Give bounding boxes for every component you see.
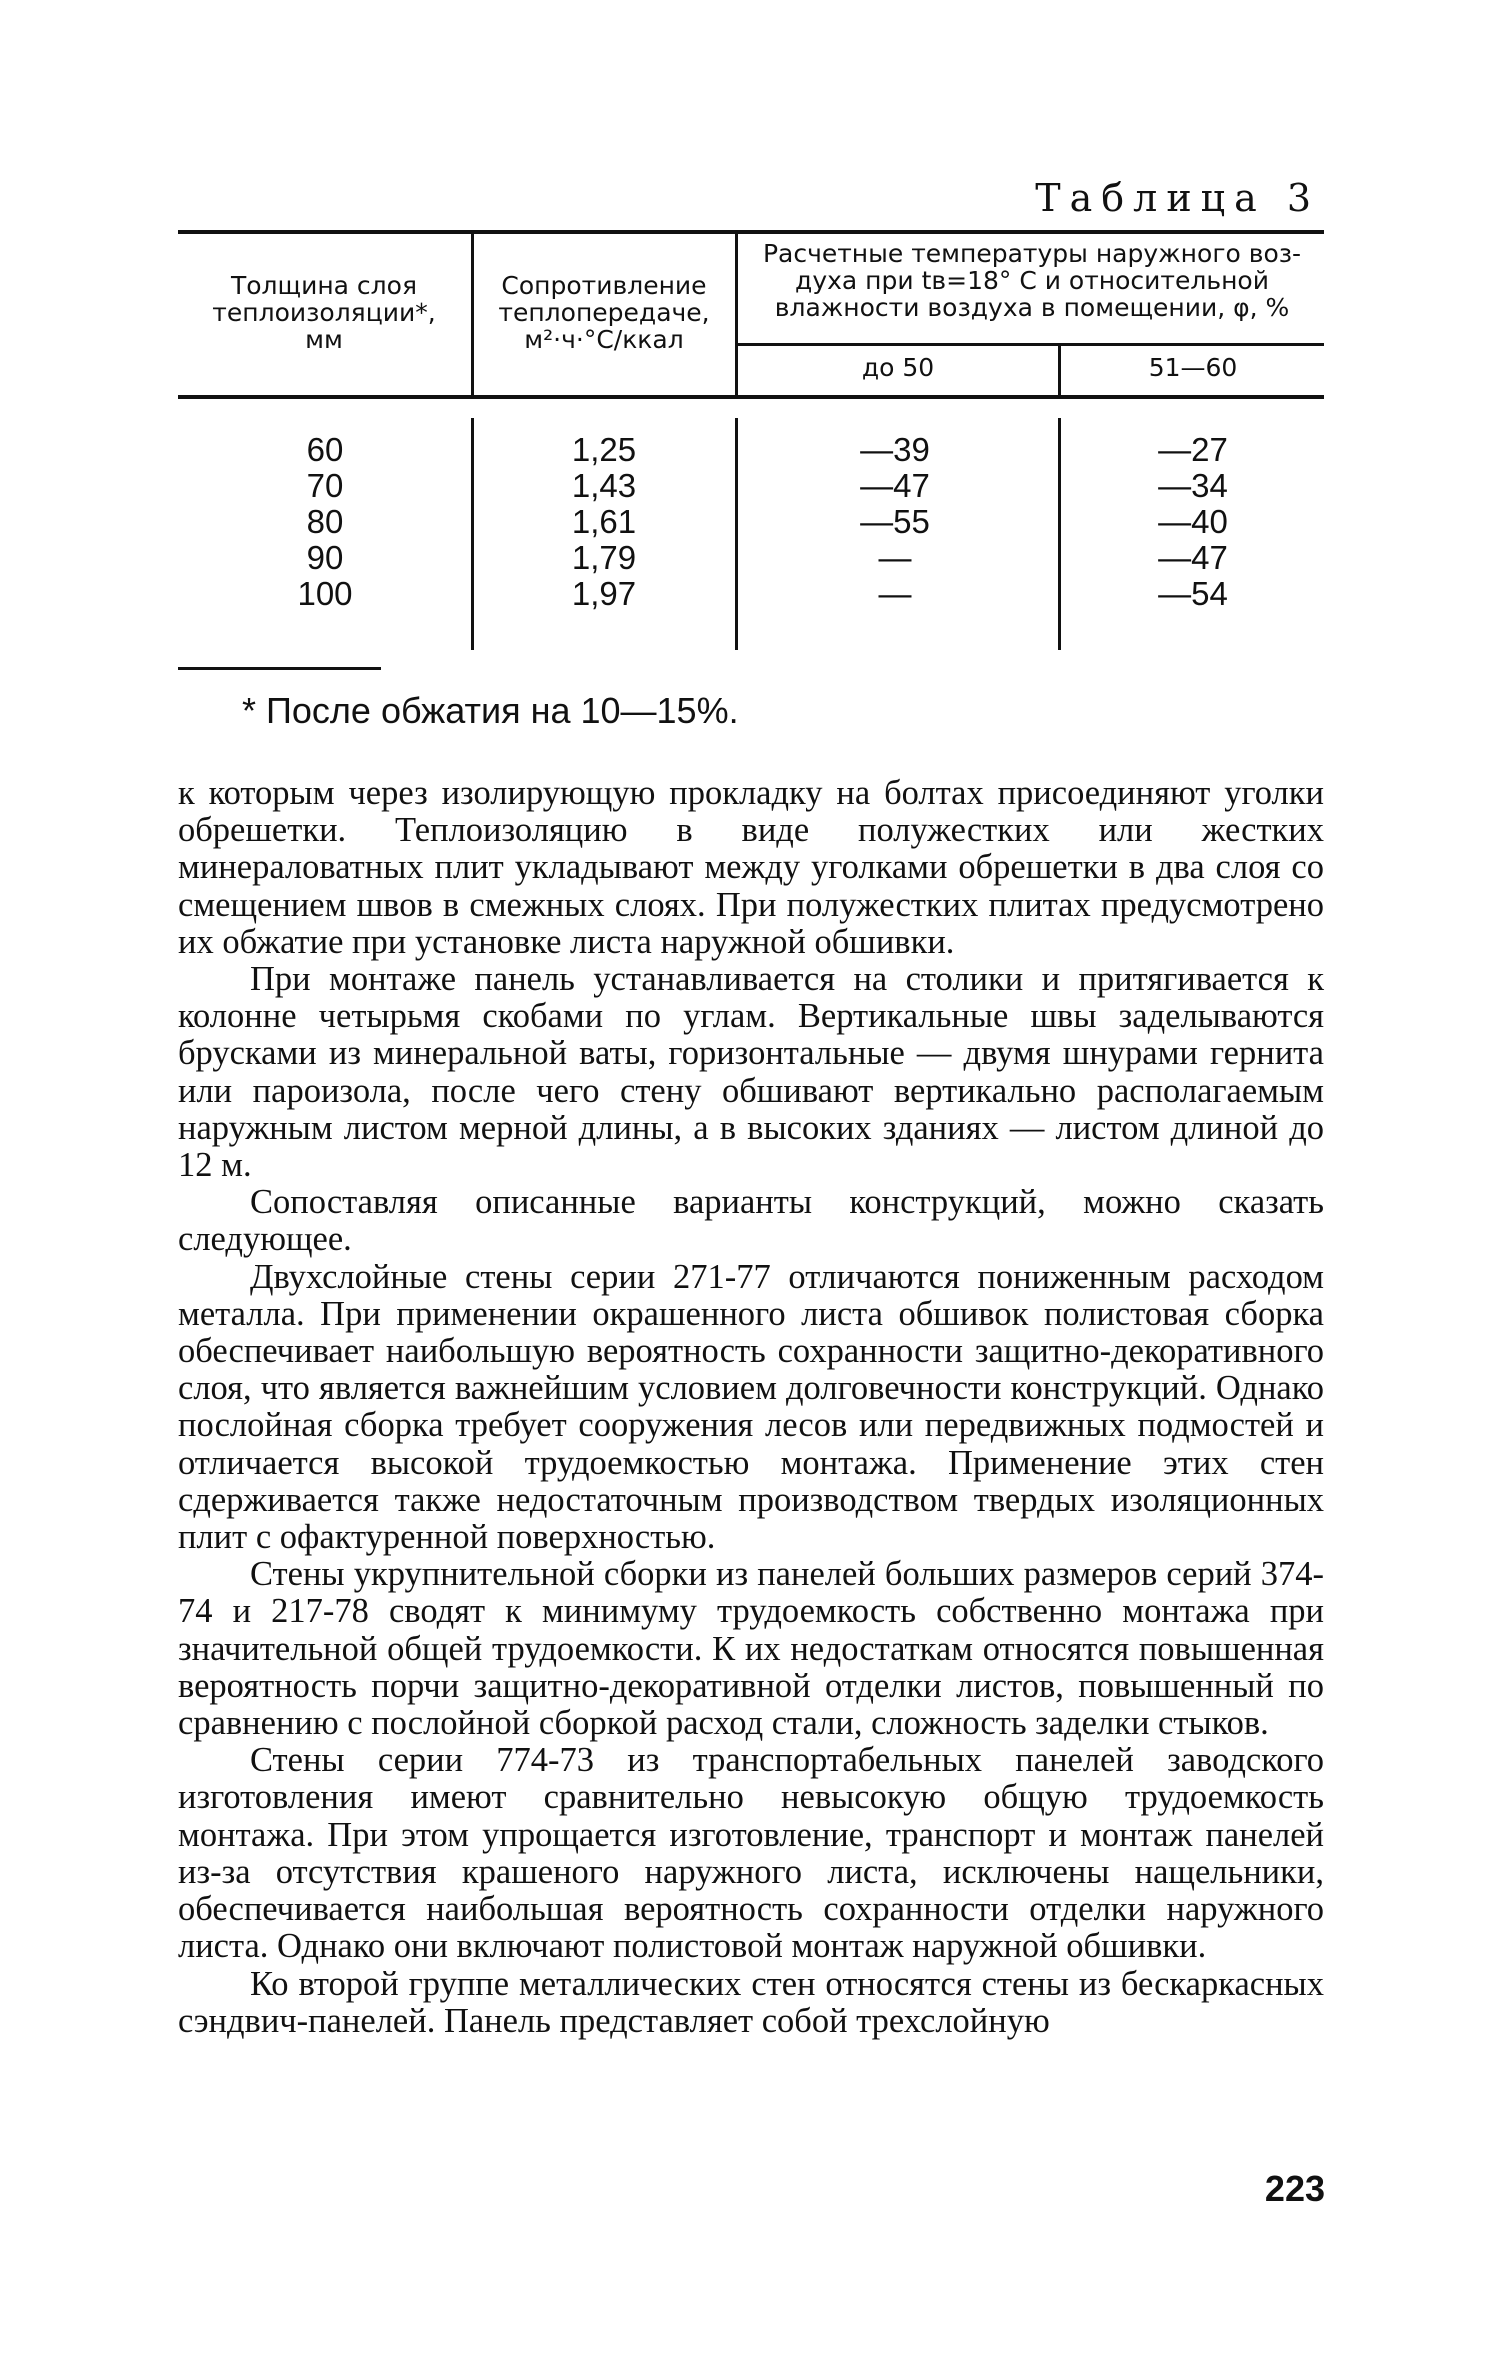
table-cell: 80	[306, 503, 344, 540]
table-cell: —34	[1158, 467, 1228, 504]
column-resistance	[519, 432, 689, 612]
table-cell: —47	[1158, 539, 1228, 576]
paragraph: Стены серии 774-73 из транспортабельных панелей заводского изготовления имеют сравнительно невысокую общую трудоемкость монтажа. При этом упрощается изготовление, транспорт и монтаж панелей из-за отсутствия крашеного наружного листа, исключены нащельники, обеспечивается наибольшая вероятность сохранности отделки наружного листа. Однако они включают полистовой монтаж наружной обшивки.	[178, 1741, 1324, 1966]
header-temperature: Расчетные температуры наружного воз- духа при tв=18° С и относительной влажности воздуха в помещении, φ, %	[762, 239, 1302, 322]
column-temp-up-to-50	[810, 432, 980, 612]
table-cell: 1,43	[571, 467, 637, 504]
paragraph: Сопоставляя описанные варианты конструкций, можно сказать следующее.	[178, 1183, 1324, 1259]
table-cell: —54	[1158, 575, 1228, 612]
paragraph: Стены укрупнительной сборки из панелей больших размеров серий 374-74 и 217-78 сводят к минимуму трудоемкость собственно монтажа при значительной общей трудоемкости. К их недостаткам относятся повышенная вероятность порчи защитно-декоративной отделки листов, повышенный по сравнению с послойной сборкой расход стали, сложность заделки стыков.	[178, 1555, 1324, 1743]
paragraph: Ко второй группе металлических стен относятся стены из бескаркасных сэндвич-панелей. Панель представляет собой трехслойную	[178, 1964, 1324, 2040]
header-resistance: Сопротивление теплопередаче, м²·ч·°С/ккал	[498, 271, 710, 354]
table-divider-1-body	[471, 418, 474, 650]
table-divider-3	[1058, 345, 1061, 397]
column-temp-51-60	[1108, 432, 1278, 612]
paragraph: к которым через изолирующую прокладку на болтах присоединяют уголки обрешетки. Теплоизоляцию в виде полужестких или жестких минераловатных плит укладывают между уголками обрешетки в два слоя со смещением швов в смежных слоях. При полужестких плитах предусмотрено их обжатие при установке листа наружной обшивки.	[178, 774, 1324, 961]
page-number: 223	[1264, 2168, 1325, 2209]
header-humidity-up-to-50: до 50	[861, 353, 935, 382]
table-cell: 1,61	[571, 503, 637, 540]
table-cell: 90	[306, 539, 344, 576]
table-cell: 1,79	[571, 539, 637, 576]
table-cell: —	[878, 575, 912, 612]
table-cell: —39	[860, 431, 930, 468]
footnote-separator	[178, 667, 381, 670]
table-divider-3-body	[1058, 418, 1061, 650]
table-cell: 1,25	[571, 431, 637, 468]
table-cell: —27	[1158, 431, 1228, 468]
table-header-bottom-rule	[178, 395, 1324, 399]
table-divider-2	[735, 232, 738, 397]
table-cell: 1,97	[571, 575, 637, 612]
table-top-rule	[178, 230, 1324, 234]
table-subheader-rule	[737, 343, 1324, 346]
column-thickness	[240, 432, 410, 612]
table-caption: Таблица 3	[1035, 176, 1320, 220]
paragraph: При монтаже панель устанавливается на столики и притягивается к колонне четырьмя скобами по углам. Вертикальные швы заделываются брусками из минеральной ваты, горизонтальные — двумя шнурами гернита или пароизола, после чего стену обшивают вертикально располагаемым наружным листом мерной длины, а в высоких зданиях — листом длиной до 12 м.	[178, 960, 1324, 1185]
table-cell: 100	[297, 575, 353, 612]
paragraph: Двухслойные стены серии 271-77 отличаются пониженным расходом металла. При применении окрашенного листа обшивок полистовая сборка обеспечивает наибольшую вероятность сохранности защитно-декоративного слоя, что является важнейшим условием долговечности конструкций. Однако послойная сборка требует сооружения лесов или передвижных подмостей и отличается высокой трудоемкостью монтажа. Применение этих стен сдерживается также недостаточным производством твердых изоляционных плит с офактуренной поверхностью.	[178, 1257, 1324, 1557]
header-thickness: Толщина слоя теплоизоляции*, мм	[212, 271, 436, 354]
table-cell: 60	[306, 431, 344, 468]
body-text	[178, 775, 1324, 2040]
table-divider-2-body	[735, 418, 738, 650]
table-cell: —	[878, 539, 912, 576]
table-footnote: * После обжатия на 10—15%.	[242, 690, 739, 731]
table-cell: —47	[860, 467, 930, 504]
table-cell: —40	[1158, 503, 1228, 540]
table-cell: 70	[306, 467, 344, 504]
table-cell: —55	[860, 503, 930, 540]
header-humidity-51-60: 51—60	[1148, 353, 1238, 382]
